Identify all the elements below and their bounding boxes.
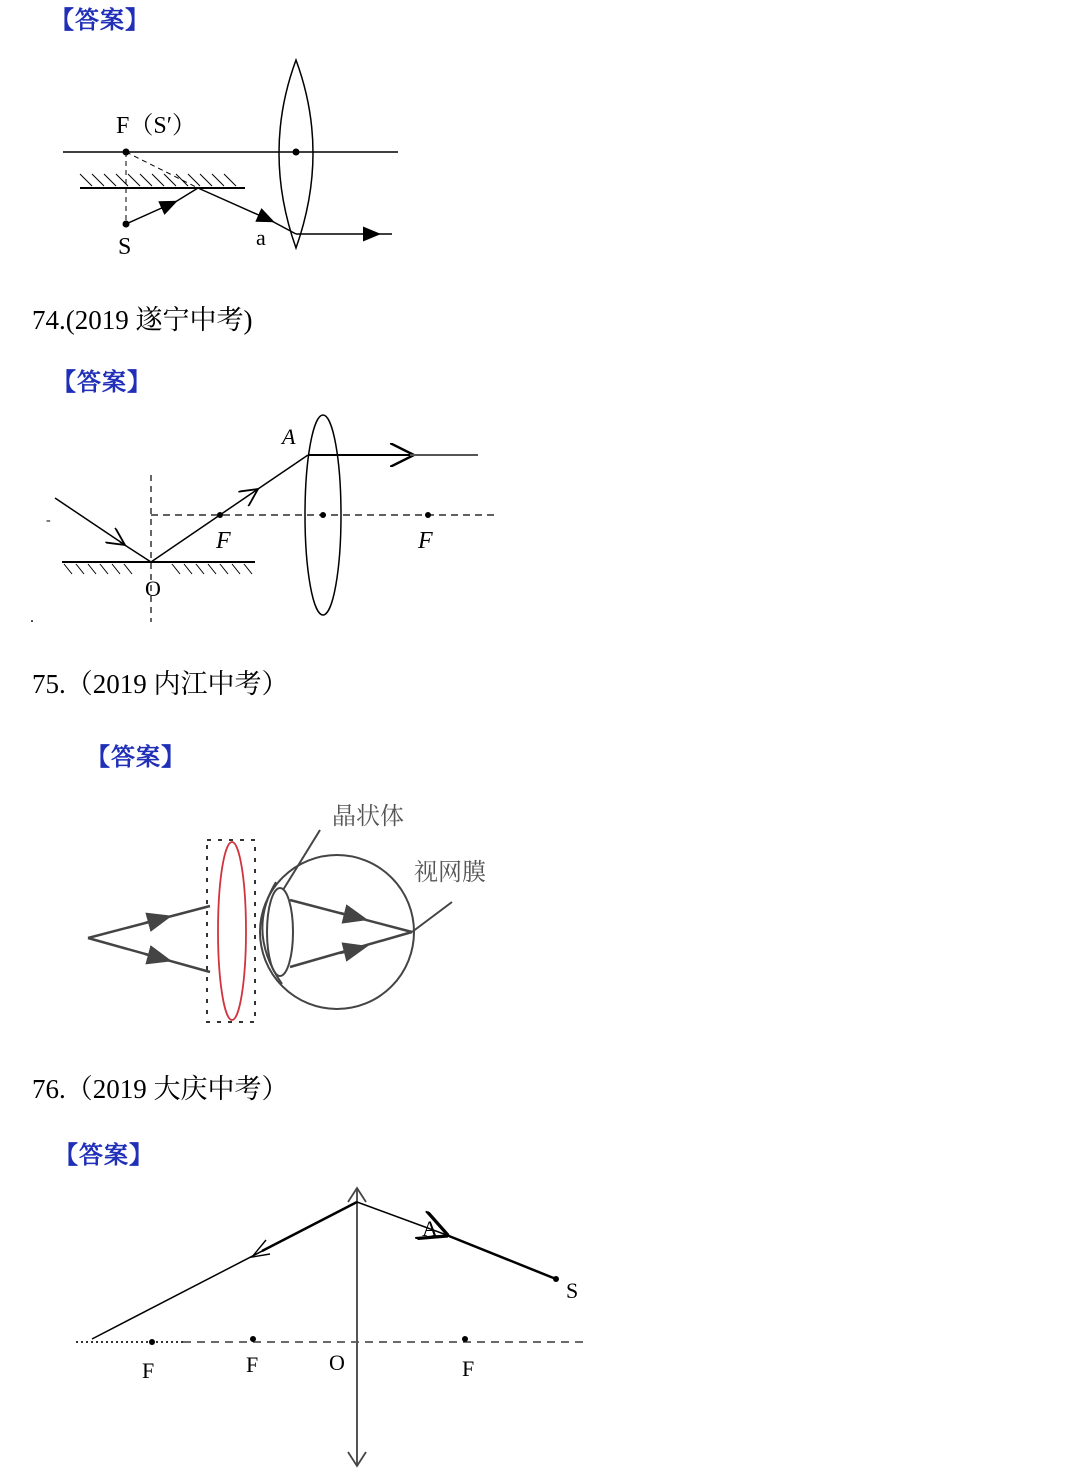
figure-mirror-lens-2: [0, 400, 520, 630]
label-o: O: [145, 576, 161, 601]
incident-ray: [55, 498, 125, 545]
figure-concave-lens: [0, 1180, 620, 1480]
corrective-lens: [218, 842, 246, 1020]
label-a: A: [282, 424, 296, 449]
answer-label: 【答案】: [86, 743, 186, 771]
question-heading-76: 76.（2019 大庆中考）: [32, 1074, 289, 1104]
stray-mark: -: [46, 513, 51, 528]
label-f-left: F: [246, 1352, 259, 1377]
eyeball: [260, 855, 414, 1009]
answer-label: 【答案】: [50, 6, 150, 34]
dashed-box: [207, 840, 255, 1022]
label-retina: 视网膜: [414, 858, 486, 886]
label-f-right: F: [418, 528, 433, 554]
focus-right: [425, 512, 431, 518]
lens-pointer: [283, 830, 320, 890]
reflected-ray: [151, 489, 258, 562]
mirror-hatch: [80, 174, 236, 186]
lens-center-dot: [293, 149, 300, 156]
answer-label: 【答案】: [52, 368, 152, 396]
label-s: S: [118, 234, 132, 260]
label-f-far-left: F: [142, 1358, 155, 1383]
source-point: [553, 1276, 559, 1282]
label-f-right: F: [462, 1356, 475, 1381]
crystalline-lens: [267, 888, 293, 976]
lens-center-dot: [320, 512, 326, 518]
focus-right: [462, 1336, 468, 1342]
label-a: a: [256, 225, 266, 250]
label-f-left: F: [216, 528, 231, 554]
label-a: A: [422, 1216, 438, 1241]
mirror-hatch: [64, 564, 252, 574]
incident-ray: [444, 1234, 556, 1279]
figure-eye-correction: [0, 790, 540, 1040]
reflected-ray: [198, 188, 272, 221]
label-f-s-prime: F（S′）: [116, 113, 196, 139]
label-o: O: [329, 1350, 345, 1375]
label-s: S: [566, 1278, 579, 1303]
question-heading-75: 75.（2019 内江中考）: [32, 669, 289, 699]
stray-mark: .: [30, 609, 34, 626]
incident-ray: [126, 202, 175, 224]
figure-mirror-lens-1: [0, 40, 420, 270]
answer-label: 【答案】: [54, 1141, 154, 1169]
focus-left: [250, 1336, 256, 1342]
question-heading-74: 74.(2019 遂宁中考): [32, 305, 253, 335]
retina-pointer: [412, 902, 452, 932]
focus-2f-left: [149, 1339, 155, 1345]
label-crystalline-lens: 晶状体: [332, 802, 404, 830]
